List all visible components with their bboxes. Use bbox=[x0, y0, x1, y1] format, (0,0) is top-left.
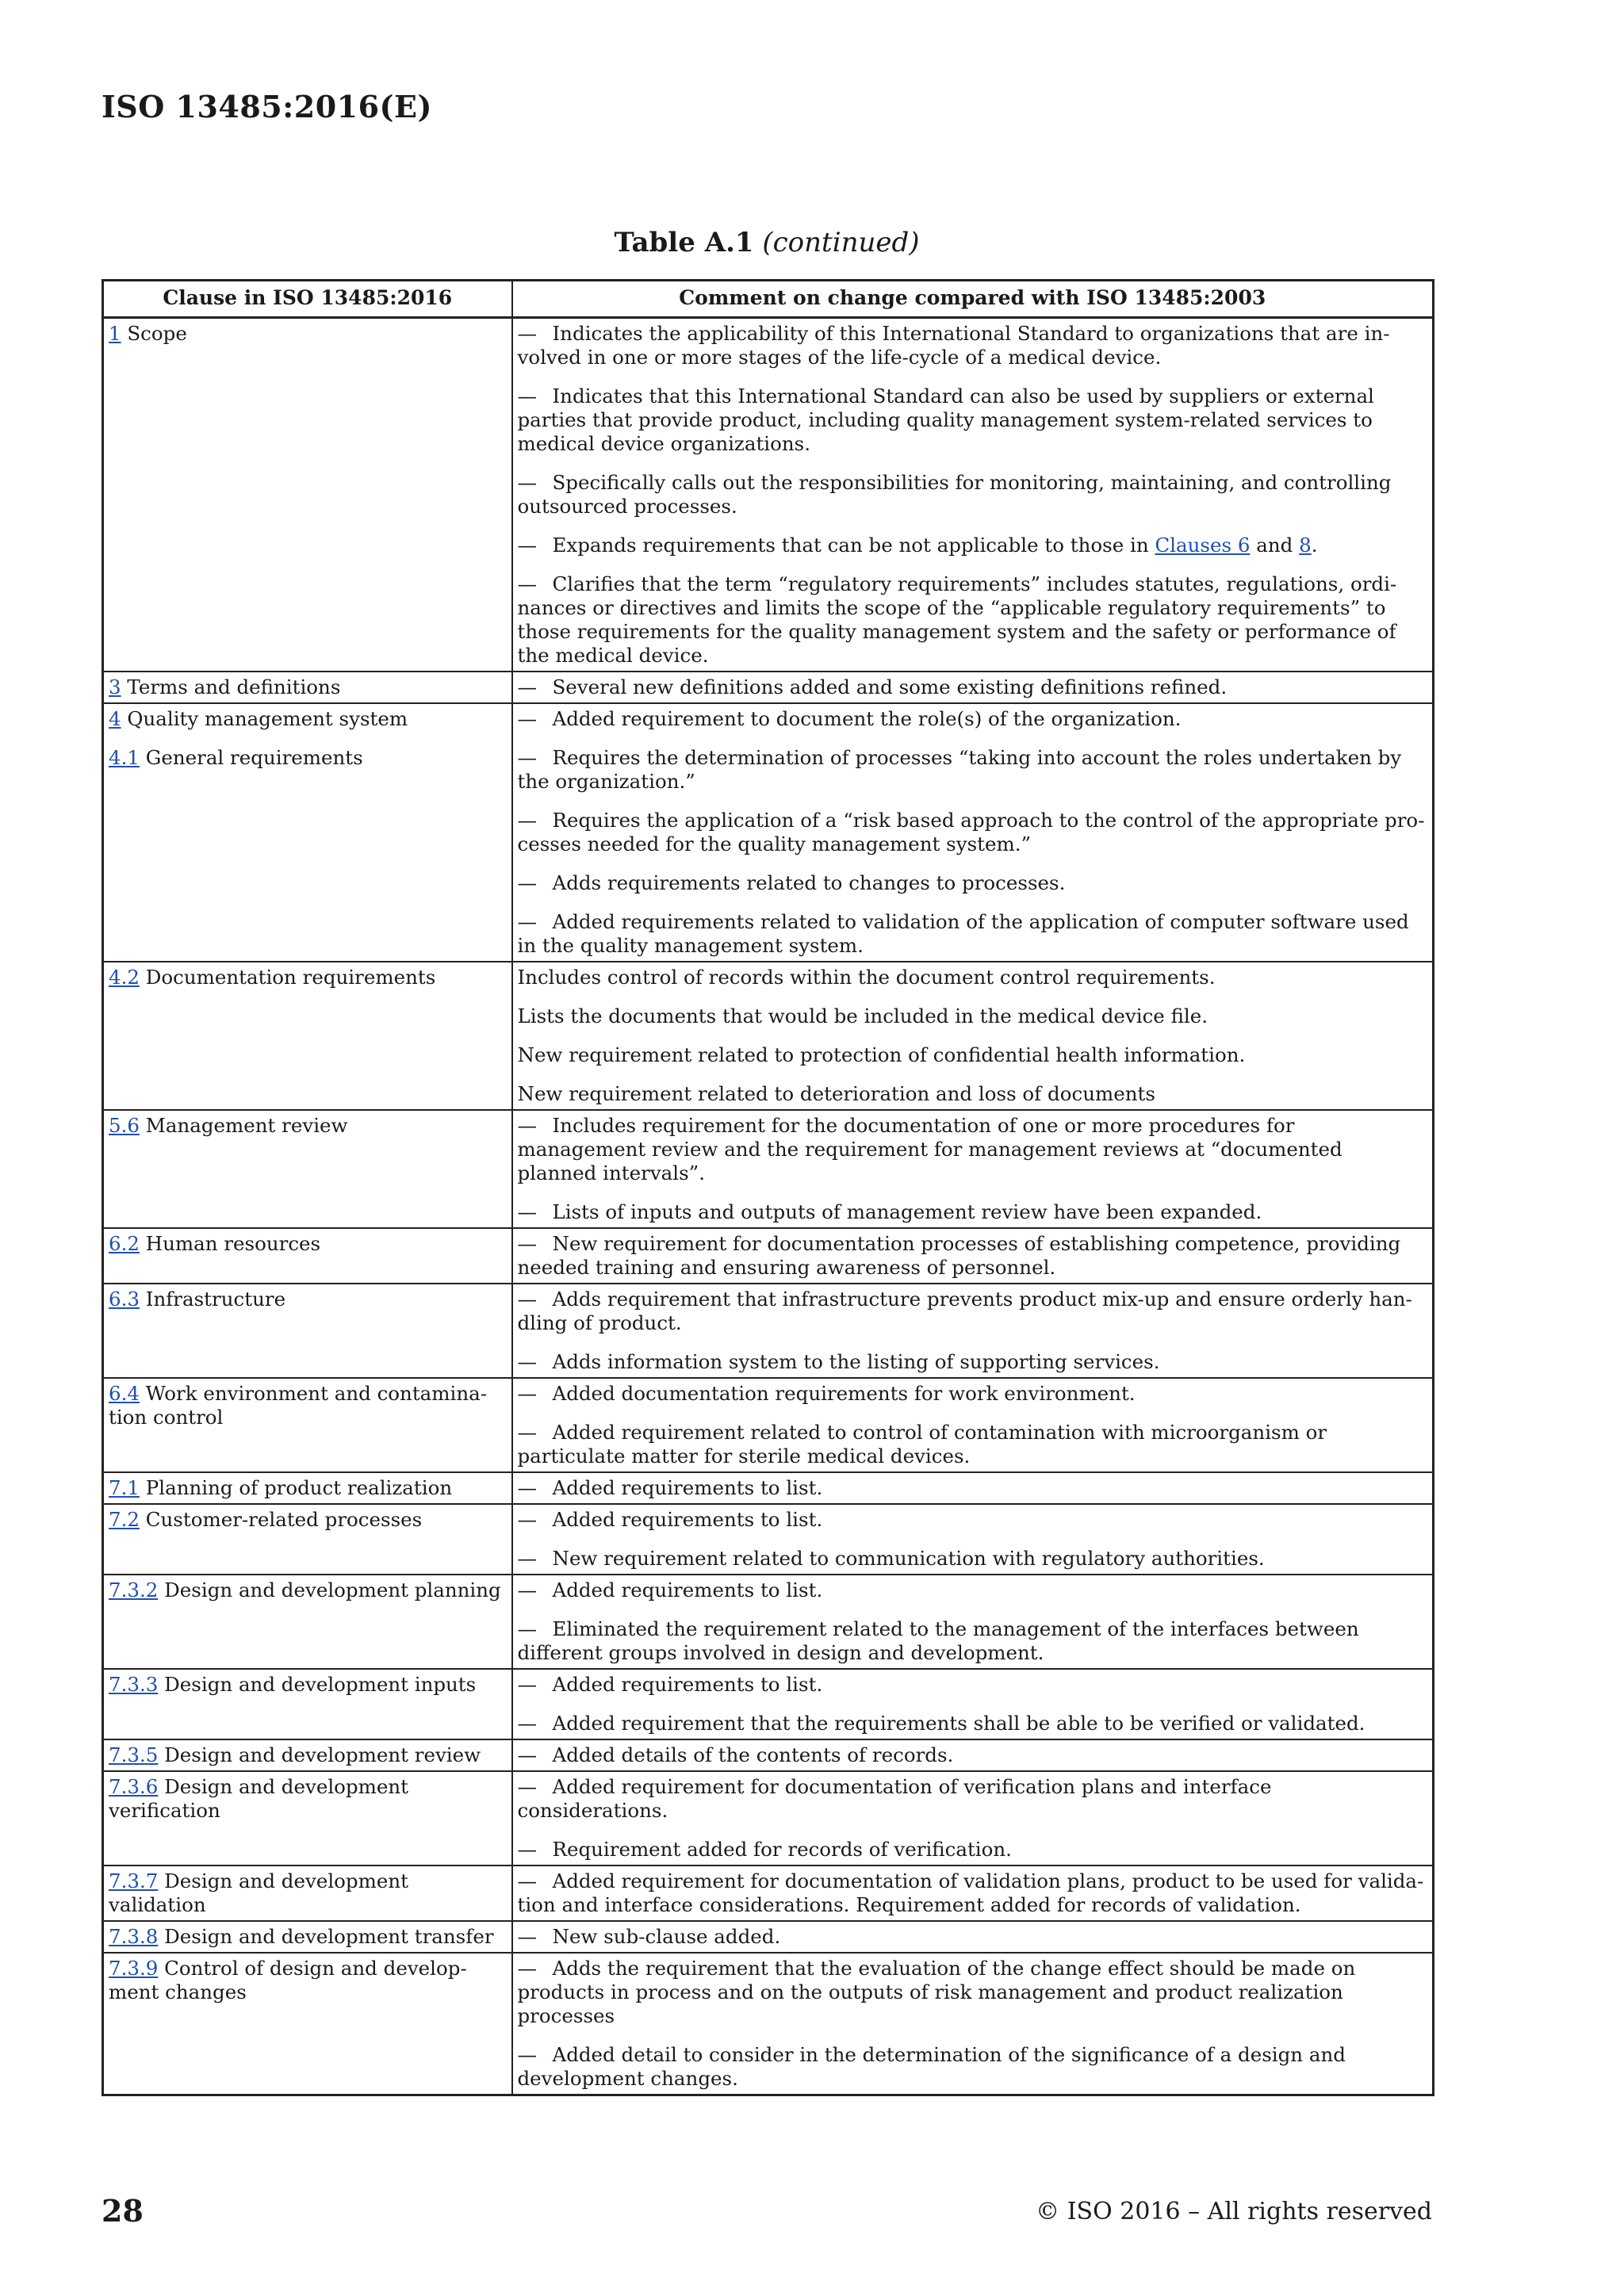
clause-entry bbox=[109, 1232, 507, 1256]
clause-entry bbox=[109, 707, 507, 731]
table-row bbox=[103, 1866, 1434, 1921]
clause-title: Design and development review bbox=[164, 1743, 481, 1766]
table-body bbox=[103, 318, 1434, 2095]
comment-text: Added requirements to list. bbox=[552, 1578, 823, 1601]
clause-link[interactable]: 1 bbox=[109, 322, 121, 345]
dash-bullet: — bbox=[517, 1382, 537, 1405]
clause-cell bbox=[103, 1921, 512, 1953]
comment-text: Requires the application of a “risk based approach to the control of the appropriate processes needed for the quality management system.” bbox=[517, 809, 1425, 855]
comment-item bbox=[518, 1200, 1428, 1224]
clause-link[interactable]: 7.2 bbox=[109, 1508, 140, 1531]
clause-cell bbox=[103, 1228, 512, 1284]
dash-bullet: — bbox=[517, 1114, 537, 1137]
comment-text: Includes control of records within the document control requirements. bbox=[517, 966, 1216, 989]
clause-reference-link[interactable]: 8 bbox=[1299, 534, 1312, 557]
clause-entry bbox=[109, 966, 507, 989]
comment-text: New requirement related to protection of confidential health information. bbox=[517, 1043, 1246, 1066]
clause-entry bbox=[109, 1957, 507, 2004]
dash-bullet: — bbox=[517, 1925, 537, 1948]
clause-cell bbox=[103, 672, 512, 703]
clause-link[interactable]: 7.3.9 bbox=[109, 1957, 159, 1980]
comment-text: Adds the requirement that the evaluation of the change effect should be made on products in process and on the outputs of risk management and product realization processes bbox=[517, 1957, 1356, 2027]
comment-cell bbox=[512, 1110, 1434, 1228]
comment-cell bbox=[512, 1284, 1434, 1378]
comment-item bbox=[518, 1232, 1428, 1280]
comment-item bbox=[518, 572, 1428, 668]
table-row bbox=[103, 1110, 1434, 1228]
table-row bbox=[103, 1472, 1434, 1504]
clause-cell bbox=[103, 1739, 512, 1771]
dash-bullet: — bbox=[517, 809, 537, 832]
clause-title: Work environment and contamination control bbox=[109, 1382, 488, 1429]
comment-item bbox=[518, 2043, 1428, 2091]
comment-item bbox=[518, 1114, 1428, 1185]
dash-bullet: — bbox=[517, 1838, 537, 1861]
page-number: 28 bbox=[102, 2193, 144, 2229]
comment-item bbox=[518, 1838, 1428, 1862]
document-header: ISO 13485:2016(E) bbox=[102, 89, 432, 124]
comment-text: Added requirements to list. bbox=[552, 1508, 823, 1531]
dash-bullet: — bbox=[517, 1547, 537, 1570]
table-row bbox=[103, 703, 1434, 962]
clause-title: Management review bbox=[145, 1114, 348, 1137]
dash-bullet: — bbox=[517, 322, 537, 345]
clause-entry bbox=[109, 1775, 507, 1823]
clause-cell bbox=[103, 318, 512, 672]
clause-entry bbox=[109, 1476, 507, 1500]
dash-bullet: — bbox=[517, 1957, 537, 1980]
comment-text: Indicates that this International Standard can also be used by suppliers or external parties that provide product, including quality management system-related services to medical device organizations. bbox=[517, 385, 1374, 455]
comment-item bbox=[518, 1547, 1428, 1571]
comment-item bbox=[518, 1712, 1428, 1735]
clause-title: General requirements bbox=[145, 746, 363, 769]
comment-text: New sub-clause added. bbox=[552, 1925, 781, 1948]
dash-bullet: — bbox=[517, 1232, 537, 1255]
clause-title: Human resources bbox=[145, 1232, 321, 1255]
clause-link[interactable]: 4.1 bbox=[109, 746, 140, 769]
table-caption-main: Table A.1 bbox=[614, 227, 754, 258]
comment-cell bbox=[512, 1771, 1434, 1866]
comment-text: Eliminated the requirement related to the management of the interfaces between different groups involved in design and development. bbox=[517, 1617, 1359, 1664]
comment-cell bbox=[512, 672, 1434, 703]
clause-link[interactable]: 5.6 bbox=[109, 1114, 140, 1137]
dash-bullet: — bbox=[517, 471, 537, 494]
clause-title: Quality management system bbox=[127, 707, 408, 730]
table-row bbox=[103, 962, 1434, 1110]
clause-title: Design and development validation bbox=[109, 1869, 408, 1916]
clause-title: Infrastructure bbox=[145, 1288, 286, 1311]
comment-text: and bbox=[1250, 534, 1300, 557]
dash-bullet: — bbox=[517, 1617, 537, 1640]
clause-cell bbox=[103, 1575, 512, 1669]
dash-bullet: — bbox=[517, 1673, 537, 1696]
clause-entry bbox=[109, 1743, 507, 1767]
clause-cell bbox=[103, 1472, 512, 1504]
comment-item bbox=[518, 746, 1428, 794]
comment-item bbox=[518, 809, 1428, 856]
clause-entry bbox=[109, 1673, 507, 1697]
comment-cell bbox=[512, 1472, 1434, 1504]
dash-bullet: — bbox=[517, 707, 537, 730]
table-row bbox=[103, 1669, 1434, 1739]
comment-cell bbox=[512, 1378, 1434, 1472]
clause-entry bbox=[109, 1382, 507, 1429]
clause-title: Customer-related processes bbox=[145, 1508, 423, 1531]
clause-link[interactable]: 7.1 bbox=[109, 1476, 140, 1499]
clause-entry bbox=[109, 746, 507, 770]
table-row bbox=[103, 672, 1434, 703]
clause-entry bbox=[109, 1114, 507, 1138]
dash-bullet: — bbox=[517, 2043, 537, 2066]
comment-text: Added requirement that the requirements shall be able to be verified or validated. bbox=[552, 1712, 1365, 1735]
clause-entry bbox=[109, 675, 507, 699]
comment-item bbox=[518, 1043, 1428, 1067]
clause-link[interactable]: 6.4 bbox=[109, 1382, 140, 1405]
comment-item bbox=[518, 1743, 1428, 1767]
comment-text: Expands requirements that can be not applicable to those in bbox=[552, 534, 1155, 557]
comment-item bbox=[518, 471, 1428, 519]
clause-cell bbox=[103, 1504, 512, 1575]
comment-item bbox=[518, 322, 1428, 369]
dash-bullet: — bbox=[517, 746, 537, 769]
comment-item bbox=[518, 385, 1428, 456]
clause-link[interactable]: 7.3.6 bbox=[109, 1775, 159, 1798]
dash-bullet: — bbox=[517, 1869, 537, 1892]
clause-reference-link[interactable]: Clauses 6 bbox=[1155, 534, 1251, 557]
comment-text: Added requirement related to control of contamination with microorganism or particulate matter for sterile medical devices. bbox=[517, 1421, 1327, 1468]
comment-text: Added requirement for documentation of validation plans, product to be used for validation and interface considerations. Requirement added for records of validation. bbox=[517, 1869, 1424, 1916]
clause-title: Control of design and development changes bbox=[109, 1957, 467, 2003]
dash-bullet: — bbox=[517, 675, 537, 698]
dash-bullet: — bbox=[517, 572, 537, 595]
clause-link[interactable]: 7.3.2 bbox=[109, 1578, 159, 1601]
column-header-comment: Comment on change compared with ISO 13485:2003 bbox=[512, 281, 1434, 318]
clause-link[interactable]: 7.3.5 bbox=[109, 1743, 159, 1766]
comment-item bbox=[518, 1775, 1428, 1823]
dash-bullet: — bbox=[517, 1775, 537, 1798]
comment-cell bbox=[512, 1669, 1434, 1739]
comment-item bbox=[518, 966, 1428, 989]
comment-item bbox=[518, 1957, 1428, 2028]
comment-text: Lists of inputs and outputs of management review have been expanded. bbox=[552, 1200, 1262, 1223]
table-row bbox=[103, 1228, 1434, 1284]
comment-item bbox=[518, 1617, 1428, 1665]
comment-text: Lists the documents that would be included in the medical device file. bbox=[517, 1004, 1208, 1027]
table-row bbox=[103, 318, 1434, 672]
comment-text: Requires the determination of processes “taking into account the roles undertaken by the organization.” bbox=[517, 746, 1402, 793]
dash-bullet: — bbox=[517, 1350, 537, 1373]
comment-item bbox=[518, 871, 1428, 895]
clause-link[interactable]: 6.3 bbox=[109, 1288, 140, 1311]
clause-cell bbox=[103, 962, 512, 1110]
dash-bullet: — bbox=[517, 1508, 537, 1531]
clause-title: Planning of product realization bbox=[145, 1476, 453, 1499]
clause-cell bbox=[103, 703, 512, 962]
comment-text: Adds information system to the listing of supporting services. bbox=[552, 1350, 1160, 1373]
comment-text: New requirement related to deterioration and loss of documents bbox=[517, 1082, 1155, 1105]
comment-cell bbox=[512, 1504, 1434, 1575]
table-row bbox=[103, 1575, 1434, 1669]
table-row bbox=[103, 1771, 1434, 1866]
table-row bbox=[103, 1953, 1434, 2095]
comment-item bbox=[518, 675, 1428, 699]
clause-cell bbox=[103, 1378, 512, 1472]
clause-link[interactable]: 4.2 bbox=[109, 966, 140, 989]
clause-link[interactable]: 7.3.3 bbox=[109, 1673, 159, 1696]
comment-cell bbox=[512, 1575, 1434, 1669]
dash-bullet: — bbox=[517, 385, 537, 408]
table-row bbox=[103, 1504, 1434, 1575]
comment-text: Adds requirement that infrastructure prevents product mix-up and ensure orderly handling of product. bbox=[517, 1288, 1412, 1334]
comment-cell bbox=[512, 1228, 1434, 1284]
clause-title: Design and development transfer bbox=[164, 1925, 494, 1948]
comment-text: Indicates the applicability of this International Standard to organizations that are involved in one or more stages of the life-cycle of a medical device. bbox=[517, 322, 1390, 369]
table-caption bbox=[102, 227, 1432, 258]
clause-cell bbox=[103, 1284, 512, 1378]
clause-link[interactable]: 6.2 bbox=[109, 1232, 140, 1255]
comment-cell bbox=[512, 1739, 1434, 1771]
table-header-row bbox=[103, 281, 1434, 318]
clause-title: Terms and definitions bbox=[127, 675, 341, 698]
clause-entry bbox=[109, 1869, 507, 1917]
comment-cell bbox=[512, 1953, 1434, 2095]
comment-item bbox=[518, 1508, 1428, 1532]
comment-item bbox=[518, 1082, 1428, 1106]
comment-text: New requirement for documentation processes of establishing competence, providing needed training and ensuring awareness of personnel. bbox=[517, 1232, 1401, 1279]
clause-entry bbox=[109, 1578, 507, 1602]
comment-item bbox=[518, 1288, 1428, 1335]
clause-entry bbox=[109, 1925, 507, 1949]
comment-text: New requirement related to communication with regulatory authorities. bbox=[552, 1547, 1265, 1570]
clause-link[interactable]: 7.3.7 bbox=[109, 1869, 159, 1892]
comment-item bbox=[518, 1578, 1428, 1602]
comment-cell bbox=[512, 703, 1434, 962]
comment-text: Specifically calls out the responsibilities for monitoring, maintaining, and controlling outsourced processes. bbox=[517, 471, 1392, 518]
dash-bullet: — bbox=[517, 1578, 537, 1601]
clause-link[interactable]: 7.3.8 bbox=[109, 1925, 159, 1948]
comment-item bbox=[518, 707, 1428, 731]
clause-entry bbox=[109, 322, 507, 346]
dash-bullet: — bbox=[517, 910, 537, 933]
comment-text: Added details of the contents of records. bbox=[552, 1743, 954, 1766]
clause-title: Design and development inputs bbox=[164, 1673, 477, 1696]
dash-bullet: — bbox=[517, 1288, 537, 1311]
dash-bullet: — bbox=[517, 1712, 537, 1735]
table-caption-continued: (continued) bbox=[762, 227, 920, 258]
clause-title: Design and development verification bbox=[109, 1775, 408, 1822]
comment-text: Added requirement for documentation of verification plans and interface considerations. bbox=[517, 1775, 1272, 1822]
comment-cell bbox=[512, 1866, 1434, 1921]
clause-cell bbox=[103, 1953, 512, 2095]
comment-item bbox=[518, 1476, 1428, 1500]
comment-text: . bbox=[1311, 534, 1318, 557]
table-row bbox=[103, 1378, 1434, 1472]
comment-text: Added requirements related to validation of the application of computer software used in the quality management system. bbox=[517, 910, 1409, 957]
comment-text: Adds requirements related to changes to processes. bbox=[552, 871, 1066, 894]
comment-item bbox=[518, 1004, 1428, 1028]
clause-cell bbox=[103, 1866, 512, 1921]
copyright-notice: © ISO 2016 – All rights reserved bbox=[1036, 2198, 1432, 2225]
table-row bbox=[103, 1921, 1434, 1953]
comment-text: Added requirements to list. bbox=[552, 1476, 823, 1499]
dash-bullet: — bbox=[517, 1421, 537, 1444]
clause-title: Design and development planning bbox=[164, 1578, 501, 1601]
comment-text: Includes requirement for the documentation of one or more procedures for management review and the requirement for management reviews at “documented planned intervals”. bbox=[517, 1114, 1342, 1184]
comment-cell bbox=[512, 318, 1434, 672]
comment-text: Added requirement to document the role(s) of the organization. bbox=[552, 707, 1182, 730]
comment-item bbox=[518, 1869, 1428, 1917]
clause-link[interactable]: 4 bbox=[109, 707, 121, 730]
comment-item bbox=[518, 910, 1428, 958]
dash-bullet: — bbox=[517, 1476, 537, 1499]
dash-bullet: — bbox=[517, 1200, 537, 1223]
clause-title: Scope bbox=[127, 322, 187, 345]
comment-item bbox=[518, 1925, 1428, 1949]
comment-text: Requirement added for records of verification. bbox=[552, 1838, 1012, 1861]
clause-cell bbox=[103, 1669, 512, 1739]
comment-text: Clarifies that the term “regulatory requirements” includes statutes, regulations, ordinances or directives and limits the scope of the “applicable regulatory requirements” to those requirements for the quality management system and the safety or performance of the medical device. bbox=[517, 572, 1397, 667]
comment-text: Added detail to consider in the determination of the significance of a design and development changes. bbox=[517, 2043, 1346, 2090]
comment-text: Several new definitions added and some existing definitions refined. bbox=[552, 675, 1228, 698]
clause-cell bbox=[103, 1110, 512, 1228]
table-row bbox=[103, 1284, 1434, 1378]
comparison-table bbox=[102, 279, 1434, 2096]
clause-title: Documentation requirements bbox=[145, 966, 436, 989]
column-header-clause: Clause in ISO 13485:2016 bbox=[103, 281, 512, 318]
comment-text: Added requirements to list. bbox=[552, 1673, 823, 1696]
comment-cell bbox=[512, 962, 1434, 1110]
comment-item bbox=[518, 1421, 1428, 1468]
clause-cell bbox=[103, 1771, 512, 1866]
clause-entry bbox=[109, 1288, 507, 1311]
clause-link[interactable]: 3 bbox=[109, 675, 121, 698]
comment-item bbox=[518, 1382, 1428, 1406]
dash-bullet: — bbox=[517, 534, 537, 557]
clause-entry bbox=[109, 1508, 507, 1532]
comment-item bbox=[518, 1350, 1428, 1374]
comment-text: Added documentation requirements for work environment. bbox=[552, 1382, 1136, 1405]
comment-cell bbox=[512, 1921, 1434, 1953]
dash-bullet: — bbox=[517, 871, 537, 894]
comment-item bbox=[518, 534, 1428, 557]
comment-item bbox=[518, 1673, 1428, 1697]
dash-bullet: — bbox=[517, 1743, 537, 1766]
table-row bbox=[103, 1739, 1434, 1771]
